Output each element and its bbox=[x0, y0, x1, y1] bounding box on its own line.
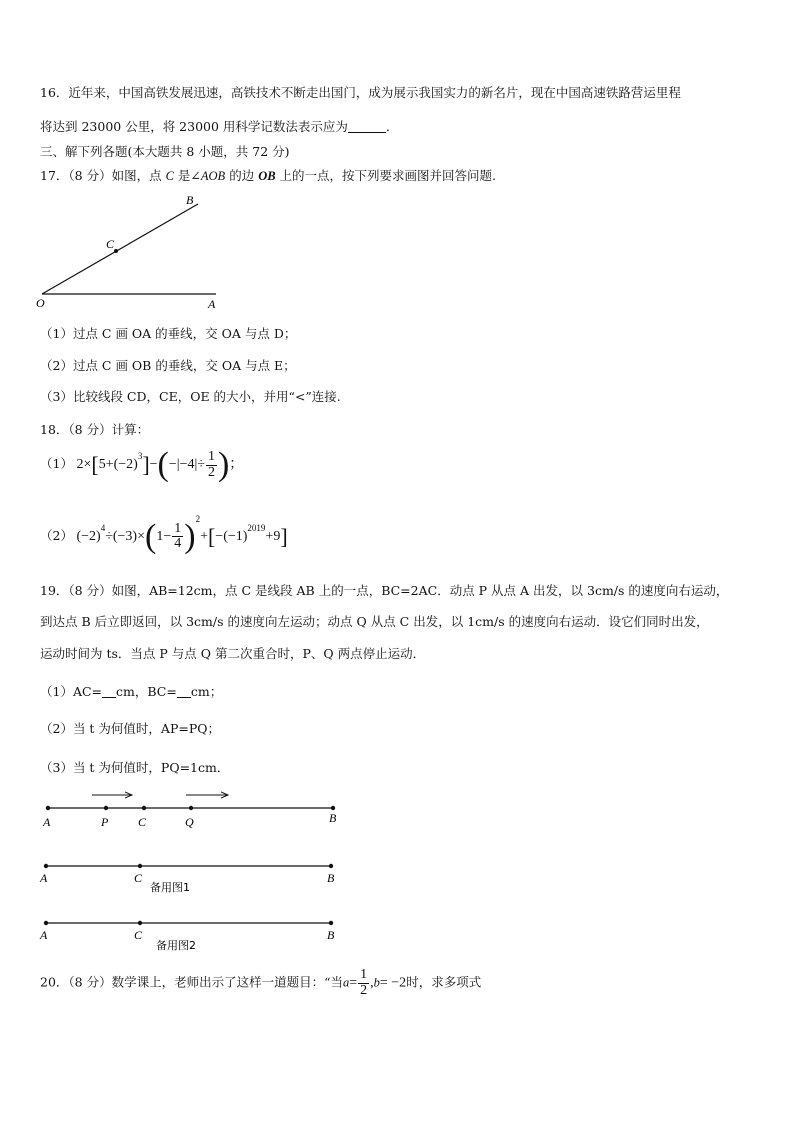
point-a bbox=[44, 864, 48, 868]
q18-e2-den: 4 bbox=[174, 536, 182, 552]
q19-p1-b: cm，BC= bbox=[116, 684, 177, 699]
q18-e1-rparen: ) bbox=[217, 446, 230, 483]
q19-line1: 19．（8 分）如图，AB=12cm，点 C 是线段 AB 上的一点，BC=2AC．动点 P 从点 A 出发，以 3cm/s 的速度向右运动， bbox=[40, 583, 729, 598]
label-b: B bbox=[329, 811, 337, 825]
q18-e2-lbracket: [ bbox=[207, 523, 216, 549]
q17-side-ob: OB bbox=[258, 169, 276, 183]
label-c: C bbox=[106, 237, 115, 251]
q17-part2: （2）过点 C 画 OB 的垂线，交 OA 与点 E； bbox=[40, 358, 296, 373]
q19-blank-bc bbox=[177, 686, 191, 698]
point-q bbox=[189, 806, 193, 810]
q19-line2: 到达点 B 后立即返回，以 3cm/s 的速度向左运动；动点 Q 从点 C 出发，以 1cm/s 的速度向右运动．设它们同时出发， bbox=[40, 614, 709, 629]
q19-blank-ac bbox=[102, 686, 116, 698]
label-a: A bbox=[43, 815, 51, 829]
q20-num: 1 bbox=[360, 967, 368, 982]
q18-e2-exp2: 2 bbox=[195, 514, 201, 524]
point-b bbox=[329, 921, 333, 925]
q18-e1-den: 2 bbox=[207, 464, 215, 480]
label-b: B bbox=[186, 193, 194, 207]
label-a: A bbox=[208, 297, 216, 311]
q17-angle-aob: AOB bbox=[200, 169, 226, 183]
q18-expression-1 bbox=[40, 448, 243, 482]
q19-part2: （2）当 t 为何值时，AP=PQ； bbox=[40, 721, 220, 736]
q19-line3: 运动时间为 ts．当点 P 与点 Q 第二次重合时，P、Q 两点停止运动． bbox=[40, 646, 426, 661]
q16-line1: 16．近年来，中国高铁发展迅速，高铁技术不断走出国门，成为展示我国实力的新名片，现在中国高速铁路营运里程 bbox=[40, 85, 681, 100]
label-c: C bbox=[138, 815, 147, 829]
q18-e2-d: + bbox=[200, 529, 208, 544]
label-p: P bbox=[101, 815, 109, 829]
q16-line2-text: 将达到 23000 公里，将 23000 用科学记数法表示应为 bbox=[40, 119, 348, 134]
label-b: B bbox=[327, 871, 335, 885]
point-c bbox=[114, 249, 118, 253]
q18-e1-d: −|−4|÷ bbox=[168, 457, 205, 473]
point-b bbox=[331, 806, 335, 810]
q17-part3: （3）比较线段 CD，CE，OE 的大小，并用“<”连接. bbox=[40, 389, 341, 404]
q19-p1-a: （1）AC= bbox=[40, 684, 103, 699]
q18-e1-rbracket: ] bbox=[142, 452, 150, 477]
q18-e1-lparen: ( bbox=[157, 446, 169, 483]
backup-caption-1: 备用图1 bbox=[150, 881, 190, 894]
section-heading: 三、解下列各题(本大题共 8 小题，共 72 分) bbox=[40, 144, 290, 159]
q19-backup-figure-2 bbox=[36, 914, 346, 956]
answer-blank bbox=[348, 120, 386, 133]
q18-e2-label: （2） bbox=[40, 528, 73, 543]
q17-stem-c: 的边 bbox=[229, 168, 255, 183]
q18-e1-fraction bbox=[206, 450, 217, 480]
point-a bbox=[44, 921, 48, 925]
q18-expression-2 bbox=[40, 514, 288, 554]
label-b: B bbox=[327, 928, 335, 942]
point-a bbox=[46, 806, 50, 810]
q18-e1-exp: 3 bbox=[137, 451, 143, 462]
label-a: A bbox=[40, 871, 48, 885]
q20-fraction bbox=[358, 968, 369, 998]
q18-e1-end: ； bbox=[229, 457, 244, 473]
q18-title: 18．（8 分）计算： bbox=[40, 422, 150, 437]
q18-e1-a: 2× bbox=[76, 457, 92, 473]
q18-e2-a: (−2) bbox=[76, 529, 101, 544]
q19-motion-figure bbox=[36, 784, 346, 832]
q18-e2-b: ÷(−3)× bbox=[105, 529, 145, 544]
q18-e1-b: 5+(−2) bbox=[98, 457, 138, 473]
label-o: O bbox=[36, 296, 45, 310]
q18-e2-fraction bbox=[172, 522, 183, 552]
q18-e2-e: −(−1) bbox=[215, 529, 248, 544]
backup-caption-2: 备用图2 bbox=[156, 939, 196, 952]
q19-p1-c: cm； bbox=[190, 684, 223, 699]
ray-ob bbox=[42, 204, 198, 294]
point-c bbox=[142, 806, 146, 810]
q17-angle-figure bbox=[30, 190, 230, 315]
q18-e2-f: +9 bbox=[265, 529, 281, 544]
q17-part1: （1）过点 C 画 OA 的垂线，交 OA 与点 D； bbox=[40, 326, 297, 341]
label-a: A bbox=[40, 928, 48, 942]
q20-comma: , bbox=[370, 975, 374, 991]
q17-stem-d: 上的一点，按下列要求画图并回答问题. bbox=[279, 168, 497, 183]
q17-stem-b: 是∠ bbox=[177, 168, 201, 183]
q20-a: 20．（8 分）数学课上，老师出示了这样一道题目：“当 bbox=[40, 974, 343, 990]
q18-e1-num: 1 bbox=[207, 448, 215, 464]
point-c bbox=[138, 921, 142, 925]
q18-e1-lbracket: [ bbox=[91, 452, 99, 477]
q17-stem-a: 17．（8 分）如图，点 bbox=[40, 168, 162, 183]
q18-e1-c: − bbox=[149, 457, 158, 473]
q18-e2-rbracket: ] bbox=[280, 523, 288, 549]
q20-eq: = bbox=[349, 975, 358, 991]
point-b bbox=[329, 864, 333, 868]
q19-part1 bbox=[40, 682, 222, 700]
q18-e2-c: 1− bbox=[156, 529, 172, 544]
q20-beq: = −2 bbox=[379, 975, 407, 991]
q18-e2-exp1: 4 bbox=[100, 523, 106, 533]
q18-e2-exp3: 2019 bbox=[247, 523, 266, 533]
label-c: C bbox=[134, 871, 143, 885]
q17-point-c: C bbox=[165, 169, 174, 183]
q18-e1-label: （1） bbox=[40, 456, 73, 472]
q18-e2-lparen: ( bbox=[145, 517, 157, 555]
q16-line2 bbox=[40, 117, 398, 135]
q17-stem bbox=[40, 166, 496, 184]
point-c bbox=[138, 864, 142, 868]
q18-e2-rparen: ) bbox=[184, 517, 196, 555]
q20-end: 时，求多项式 bbox=[406, 974, 482, 990]
q20-den: 2 bbox=[360, 982, 368, 998]
q19-part3: （3）当 t 为何值时，PQ=1cm． bbox=[40, 760, 230, 775]
q20-stem bbox=[40, 968, 481, 998]
q16-line2-end: ． bbox=[385, 119, 399, 134]
label-c: C bbox=[134, 928, 143, 942]
q20-var-a: a bbox=[342, 975, 350, 990]
q18-e2-num: 1 bbox=[174, 520, 182, 536]
q20-var-b: b bbox=[373, 975, 380, 990]
label-q: Q bbox=[185, 815, 194, 829]
q19-backup-figure-1 bbox=[36, 858, 346, 898]
point-p bbox=[104, 806, 108, 810]
